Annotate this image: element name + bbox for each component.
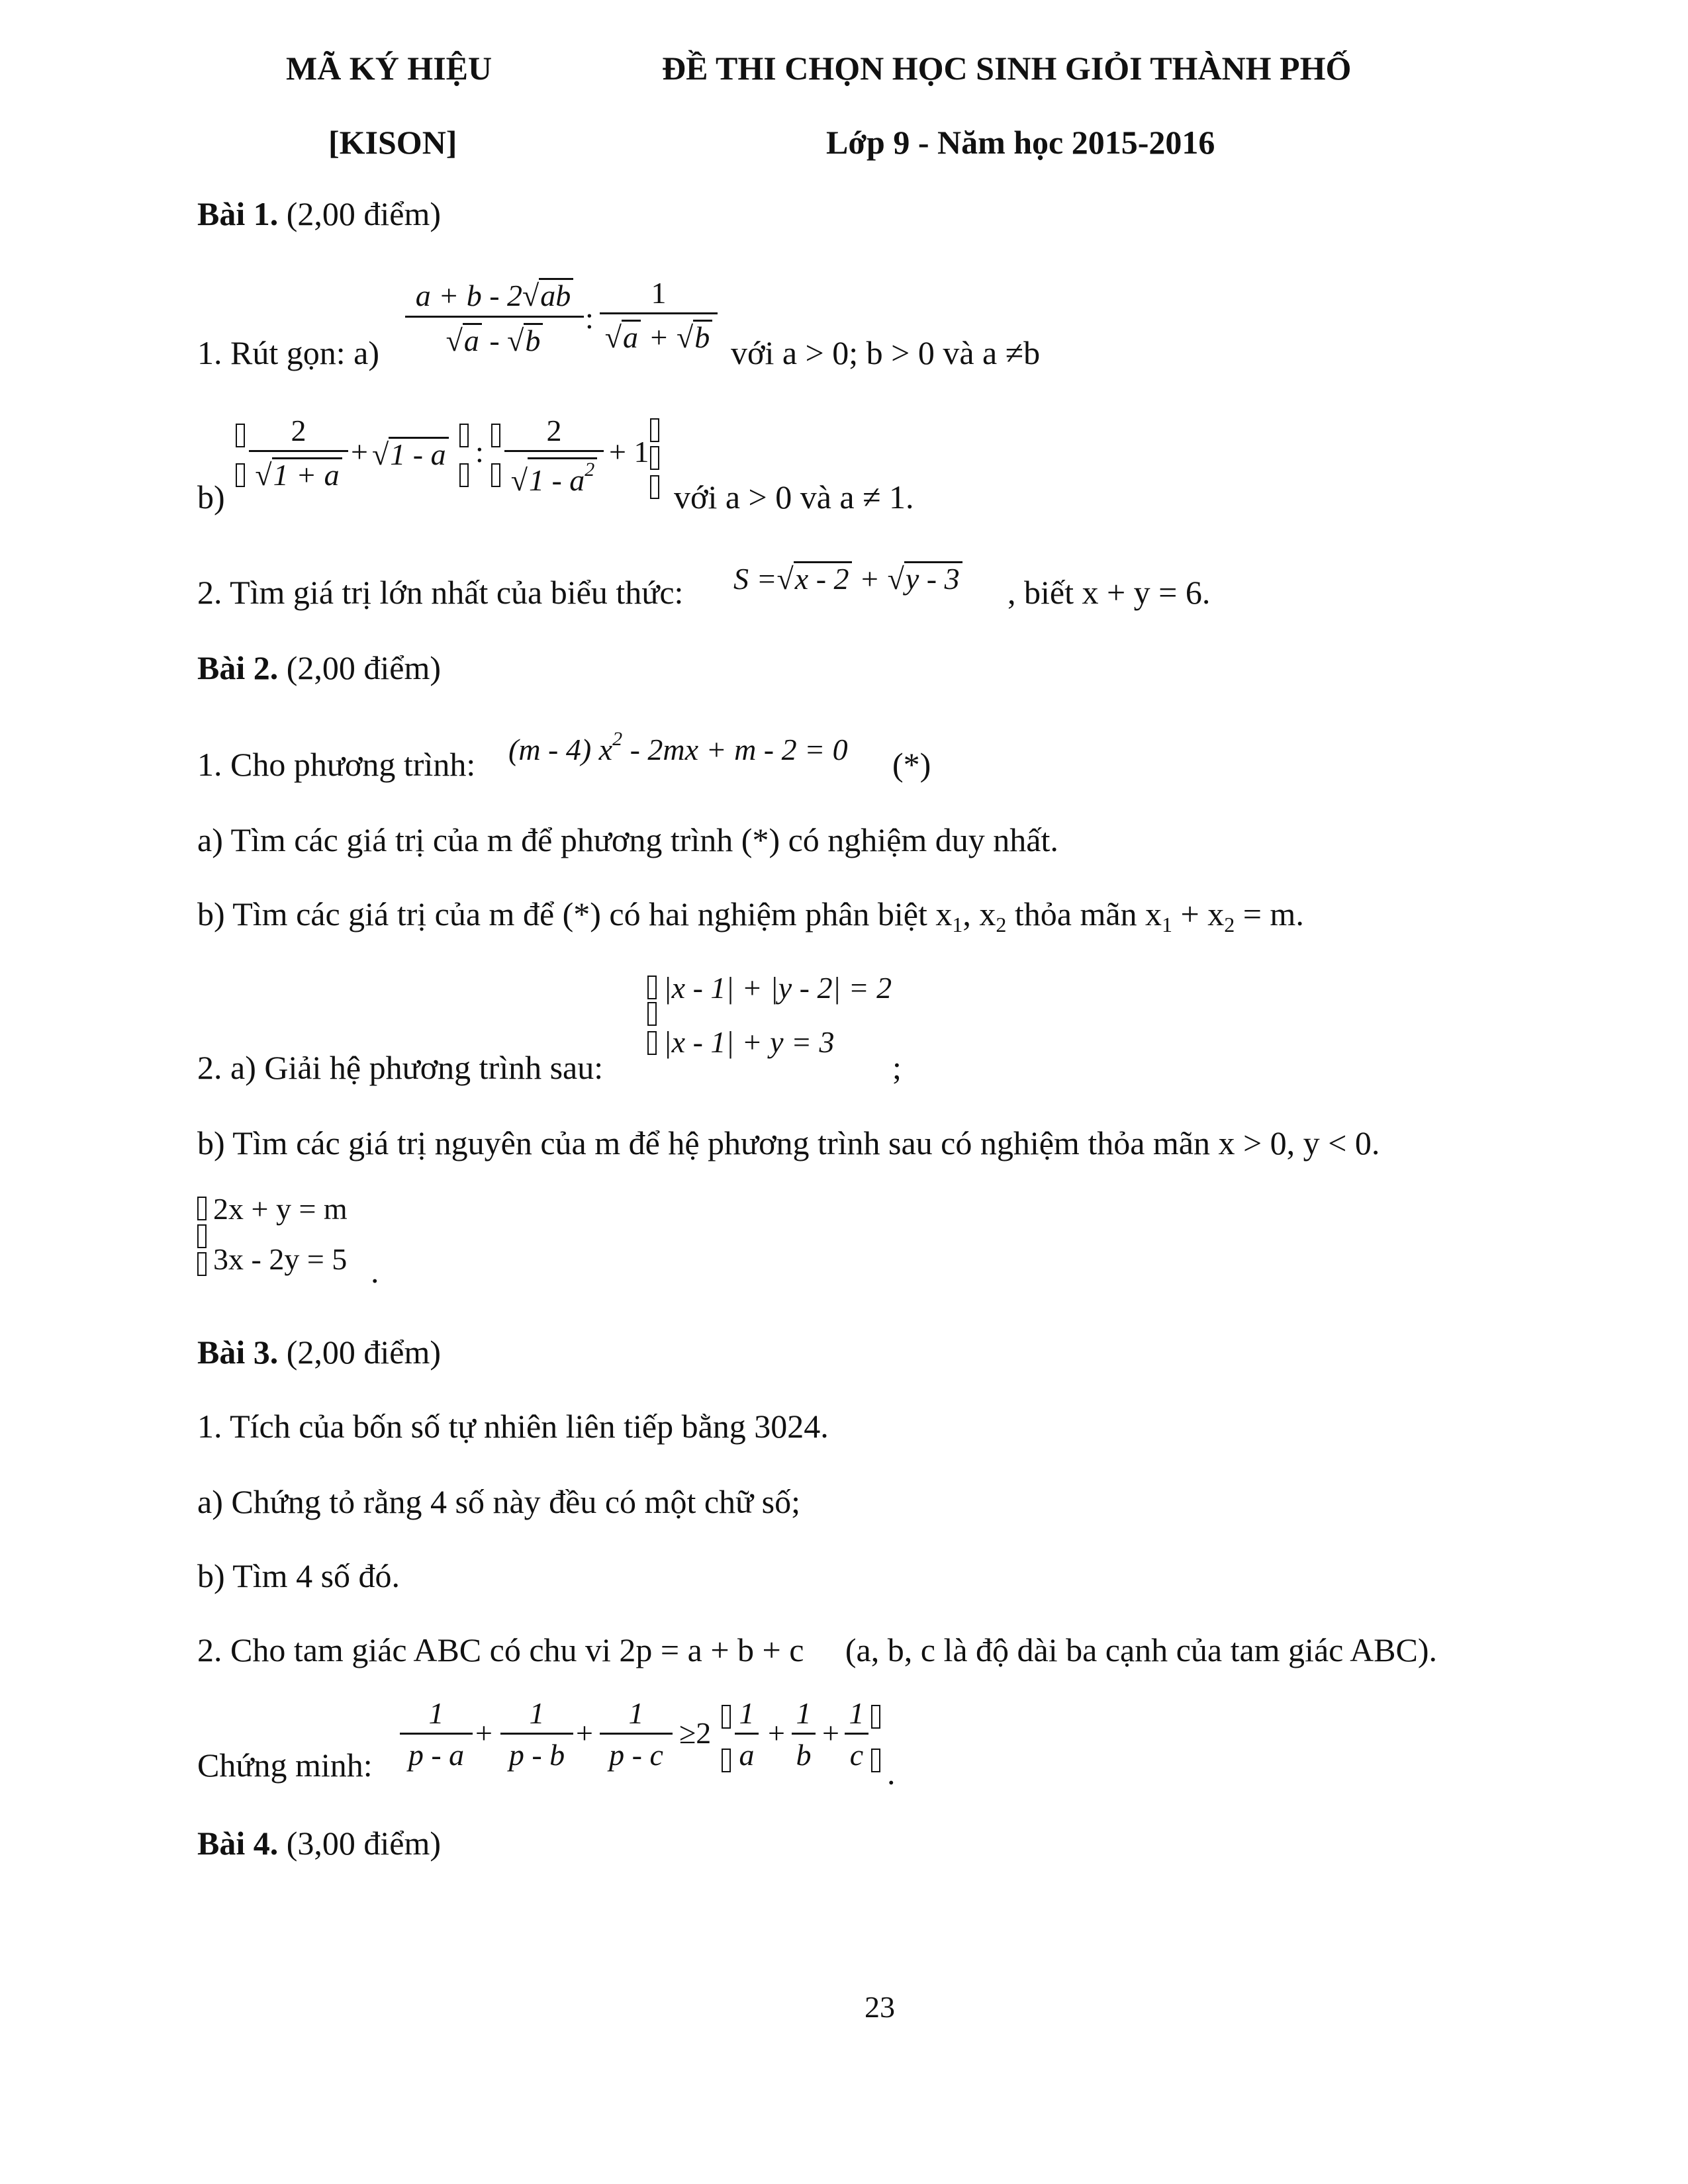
bai1-q2-text: 2. Tìm giá trị lớn nhất của biểu thức: (197, 574, 684, 611)
bai3-plus2: + (576, 1716, 593, 1750)
bai3-plus4: + (822, 1716, 839, 1750)
bai2-q1-star: (*) (892, 746, 931, 783)
bai3-g3: 1 c (845, 1698, 868, 1770)
bai1-q1b-condition: với a > 0 và a ≠ 1. (674, 478, 914, 516)
bai1-q1b-label: b) (197, 478, 225, 516)
bai2-q2b-text: b) Tìm các giá trị nguyên của m để hệ phương trình sau có nghiệm thỏa mãn x > 0, y < 0. (197, 1124, 1380, 1161)
bai3-plus3: + (768, 1716, 785, 1750)
code-label: MÃ KÝ HIỆU (286, 50, 492, 87)
bai3-frac2: 1 p - b (500, 1698, 573, 1770)
bai1-q1-label: 1. Rút gọn: a) (197, 334, 379, 371)
bai3-q1: 1. Tích của bốn số tự nhiên liên tiếp bằng 3024. (197, 1408, 829, 1445)
bai1-q1a-condition: với a > 0; b > 0 và a ≠b (731, 334, 1041, 371)
bai2-q1a: a) Tìm các giá trị của m để phương trình (*) có nghiệm duy nhất. (197, 821, 1058, 858)
bai2-sys2-line1: 2x + y = m (213, 1192, 348, 1226)
bai1-q1b-colon: : (475, 435, 484, 469)
code-value: [KISON] (328, 124, 457, 161)
bai3-q2: 2. Cho tam giác ABC có chu vi 2p = a + b + c (a, b, c là độ dài ba cạnh của tam giác ABC). (197, 1631, 1438, 1668)
bai1-q2-condition: , biết x + y = 6. (1008, 574, 1211, 611)
bai1-q2-expression: S =√x - 2 + √y - 3 (733, 561, 962, 595)
bai1-q1a-colon: : (585, 301, 594, 335)
page-number: 23 (865, 1990, 895, 2024)
bai2-sys2-line2: 3x - 2y = 5 (213, 1242, 348, 1276)
bai1-q1b-plus: + (351, 435, 368, 469)
bai4-heading: Bài 4. (3,00 điểm) (197, 1825, 442, 1862)
bai2-q1-equation: (m - 4) $x^2 - 2mx + m - 2 = 0$ (508, 728, 848, 766)
bai1-q1b-fraction2: 2 $√1 - a^2$ (504, 416, 604, 496)
bai1-q1b-fraction1: 2 √1 + a (249, 416, 348, 491)
bai2-q1-text: 1. Cho phương trình: (197, 746, 476, 783)
bai3-g1: 1 a (735, 1698, 759, 1770)
bai2-heading: Bài 2. (2,00 điểm) (197, 649, 442, 686)
bai2-sys2-dot: . (371, 1253, 379, 1290)
bai3-g2: 1 b (792, 1698, 816, 1770)
grade-year: Lớp 9 - Năm học 2015-2016 (826, 124, 1215, 161)
bai3-q1b: b) Tìm 4 số đó. (197, 1557, 400, 1594)
bai1-q1a-fraction1: a + b - 2√ab √a - √b (405, 278, 584, 357)
bai3-frac3: 1 p - c (600, 1698, 673, 1770)
bai2-q2a-text: 2. a) Giải hệ phương trình sau: (197, 1049, 604, 1086)
bai1-q1a-fraction2: 1 √a + √b (600, 278, 718, 353)
bai2-sys1-line2: |x - 1| + y = 3 (663, 1025, 835, 1059)
bai1-q1b-plus-one: + 1 (609, 435, 649, 469)
bai1-q1b-radical: √1 - a (372, 437, 449, 471)
bai2-q2a-semicolon: ; (892, 1049, 902, 1086)
bai3-geq: ≥2 (679, 1716, 712, 1750)
bai2-q1b: b) Tìm các giá trị của m để (*) có hai nghiệm phân biệt $x_1$, $x_2$ thỏa mãn $x_1 + x_2 = m$. (197, 895, 1304, 936)
bai3-q1a: a) Chứng tỏ rằng 4 số này đều có một chữ số; (197, 1483, 800, 1520)
exam-title: ĐỀ THI CHỌN HỌC SINH GIỎI THÀNH PHỐ (662, 50, 1352, 87)
bai3-prove-label: Chứng minh: (197, 1747, 373, 1784)
bai3-end-dot: . (887, 1754, 896, 1792)
bai2-sys1-line1: |x - 1| + |y - 2| = 2 (663, 971, 892, 1005)
bai3-frac1: 1 p - a (400, 1698, 473, 1770)
bai1-heading: Bài 1. (2,00 điểm) (197, 195, 442, 232)
bai3-heading: Bài 3. (2,00 điểm) (197, 1334, 442, 1371)
bai3-plus1: + (475, 1716, 492, 1750)
